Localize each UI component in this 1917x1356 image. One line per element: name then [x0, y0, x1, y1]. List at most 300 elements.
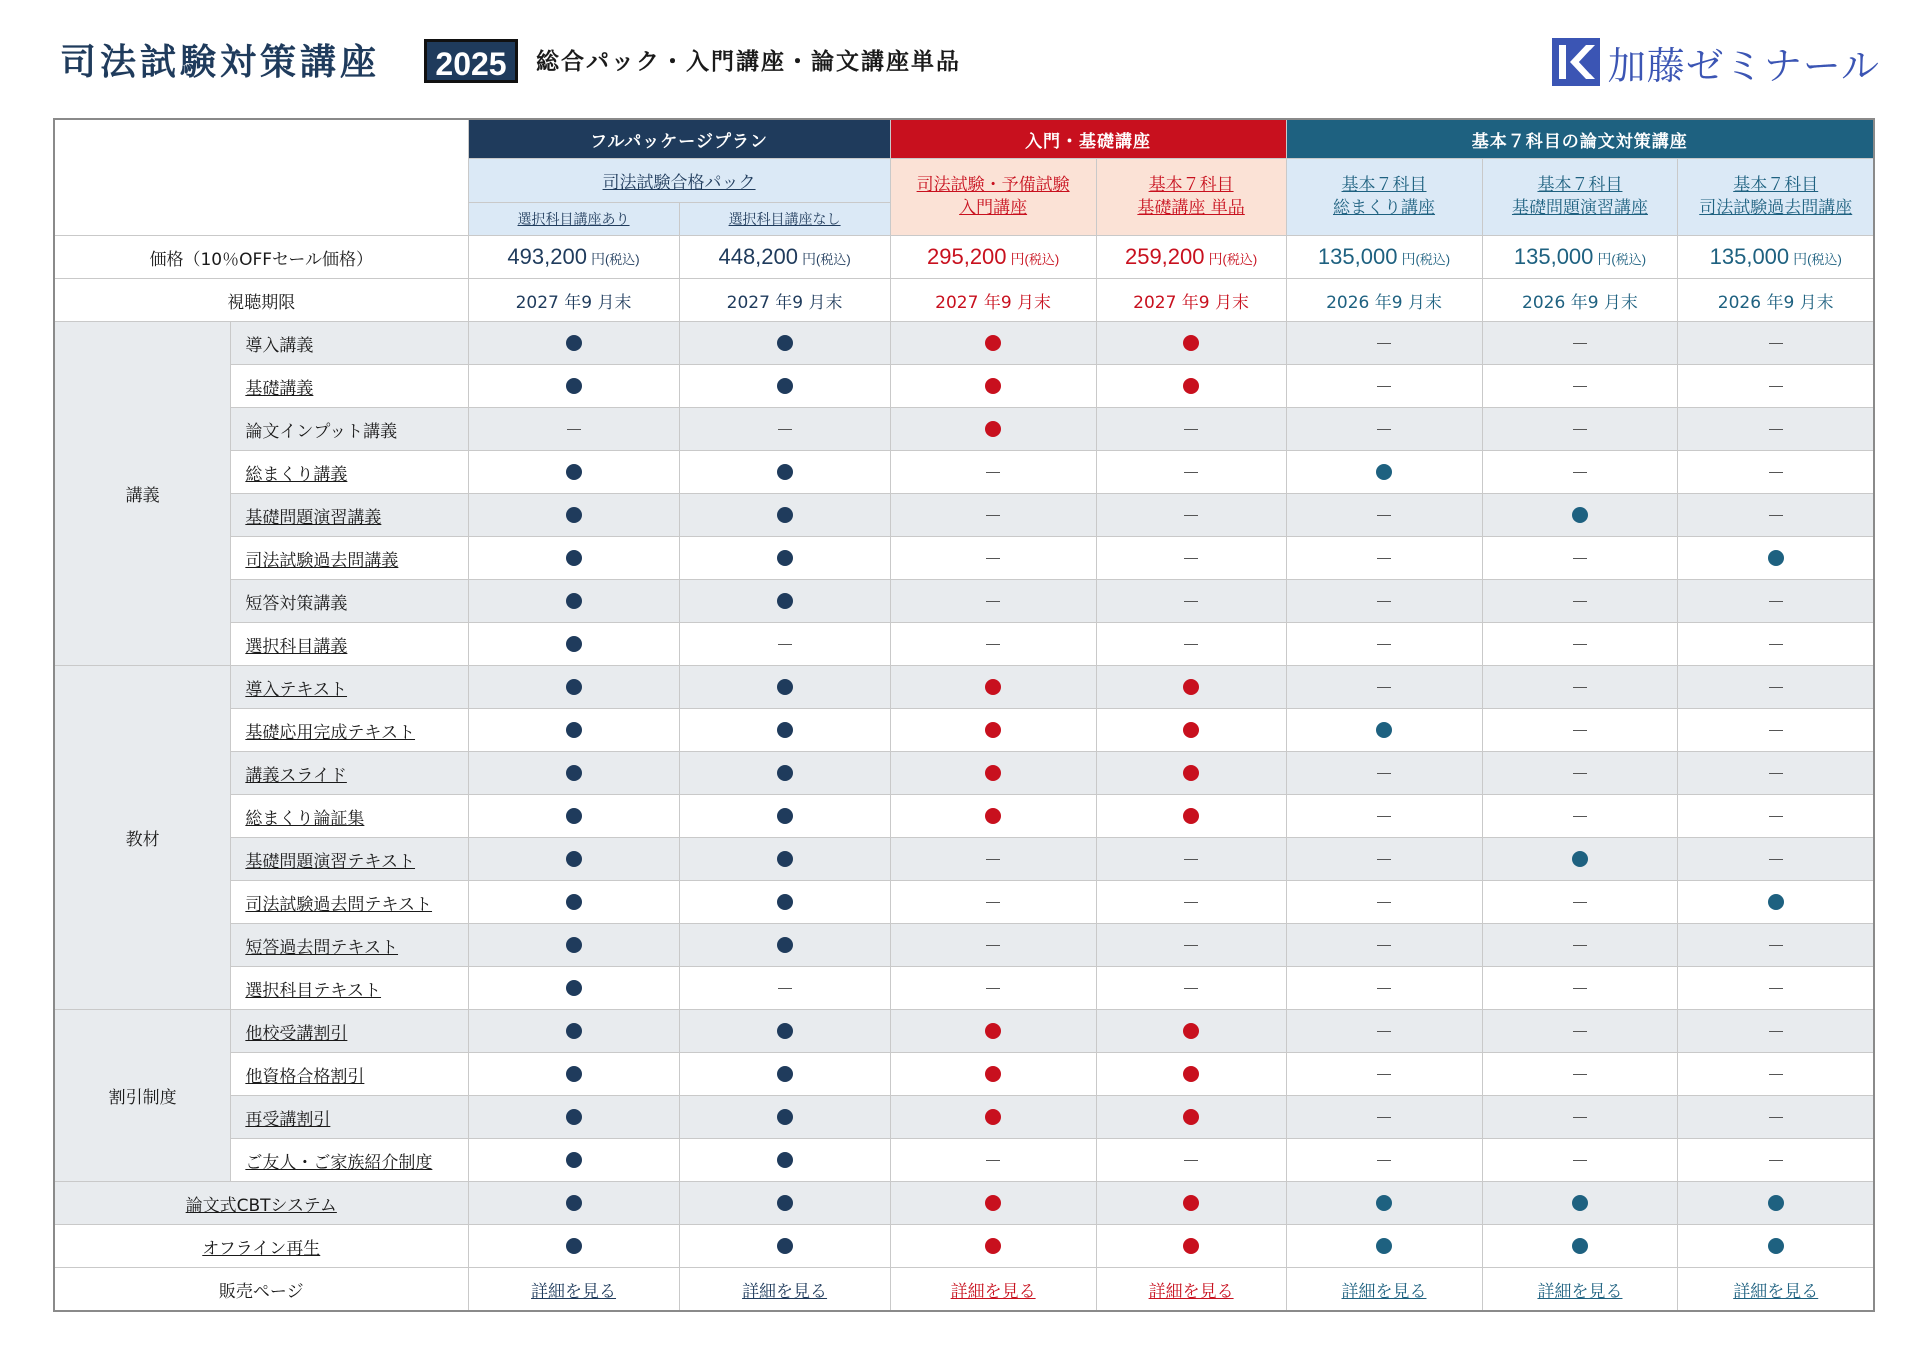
included-dot-icon — [566, 550, 582, 566]
price-value-group — [718, 244, 850, 269]
included-dot-icon — [566, 1195, 582, 1211]
availability-cell — [890, 408, 1096, 451]
not-included-dash-icon — [1573, 945, 1587, 946]
price-cell — [679, 236, 890, 279]
not-included-dash-icon — [986, 601, 1000, 602]
availability-cell — [890, 838, 1096, 881]
availability-cell — [679, 494, 890, 537]
included-dot-icon — [566, 1152, 582, 1168]
availability-cell — [1482, 1053, 1678, 1096]
availability-cell — [679, 451, 890, 494]
not-included-dash-icon — [778, 429, 792, 430]
included-dot-icon — [1183, 335, 1199, 351]
feature-name[interactable] — [231, 924, 468, 967]
availability-cell — [1678, 623, 1874, 666]
included-dot-icon — [566, 507, 582, 523]
included-dot-icon — [985, 765, 1001, 781]
availability-cell — [1678, 967, 1874, 1010]
availability-cell — [1678, 537, 1874, 580]
not-included-dash-icon — [1573, 1160, 1587, 1161]
pack-link-intro-line1: 司法試験・予備試験 — [916, 175, 1070, 195]
availability-cell — [679, 709, 890, 752]
feature-name[interactable] — [231, 1096, 468, 1139]
included-dot-icon — [777, 1195, 793, 1211]
page-subtitle: 総合パック・入門講座・論文講座単品 — [536, 49, 961, 75]
included-dot-icon — [566, 679, 582, 695]
availability-cell — [1286, 1010, 1482, 1053]
availability-cell — [1678, 1139, 1874, 1182]
availability-cell — [890, 709, 1096, 752]
not-included-dash-icon — [1769, 386, 1783, 387]
availability-cell — [890, 451, 1096, 494]
year-badge: 2025 — [424, 39, 518, 83]
not-included-dash-icon — [1377, 1074, 1391, 1075]
included-dot-icon — [1183, 1066, 1199, 1082]
availability-cell — [1678, 924, 1874, 967]
included-dot-icon — [985, 722, 1001, 738]
not-included-dash-icon — [1573, 1074, 1587, 1075]
availability-cell — [1286, 1053, 1482, 1096]
availability-cell — [890, 537, 1096, 580]
feature-name[interactable] — [231, 967, 468, 1010]
not-included-dash-icon — [1769, 515, 1783, 516]
price-tax: (税込) — [1611, 252, 1647, 267]
pack-link-past-line1: 基本７科目 — [1733, 175, 1819, 195]
included-dot-icon — [985, 378, 1001, 394]
detail-link[interactable]: 詳細を見る — [1341, 1281, 1427, 1302]
pack-full-without-label: 選択科目講座なし — [728, 212, 841, 228]
availability-cell — [468, 967, 679, 1010]
availability-cell — [1286, 494, 1482, 537]
feature-offline-label: オフライン再生 — [202, 1238, 321, 1259]
included-dot-icon — [777, 550, 793, 566]
brand-logo[interactable] — [1550, 34, 1880, 90]
included-dot-icon — [1183, 679, 1199, 695]
availability-cell — [890, 1225, 1096, 1268]
not-included-dash-icon — [1769, 687, 1783, 688]
availability-cell — [1678, 451, 1874, 494]
included-dot-icon — [566, 937, 582, 953]
availability-cell — [1678, 666, 1874, 709]
pack-link-drill-line2: 基礎問題演習講座 — [1511, 198, 1648, 218]
feature-offline[interactable] — [54, 1225, 468, 1268]
included-dot-icon — [985, 1195, 1001, 1211]
not-included-dash-icon — [778, 644, 792, 645]
price-cell — [1286, 236, 1482, 279]
availability-cell — [1096, 881, 1286, 924]
availability-cell — [1286, 537, 1482, 580]
availability-cell — [1678, 881, 1874, 924]
pack-link-summary[interactable] — [1286, 159, 1482, 236]
included-dot-icon — [566, 464, 582, 480]
availability-cell — [890, 1182, 1096, 1225]
feature-name-label: 論文インプット講義 — [245, 421, 398, 442]
availability-cell — [468, 408, 679, 451]
feature-name[interactable] — [231, 881, 468, 924]
price-value: 135,000 — [1317, 244, 1398, 269]
feature-name[interactable] — [231, 365, 468, 408]
feature-name[interactable] — [231, 537, 468, 580]
detail-link-cell — [1096, 1268, 1286, 1312]
not-included-dash-icon — [1769, 859, 1783, 860]
feature-name[interactable] — [231, 623, 468, 666]
included-dot-icon — [566, 378, 582, 394]
not-included-dash-icon — [1184, 558, 1198, 559]
availability-cell — [679, 1182, 890, 1225]
included-dot-icon — [566, 722, 582, 738]
detail-link[interactable]: 詳細を見る — [1537, 1281, 1623, 1302]
feature-name-label: 基礎講義 — [245, 378, 314, 399]
not-included-dash-icon — [986, 945, 1000, 946]
detail-link-cell — [890, 1268, 1096, 1312]
price-tax: (税込) — [816, 252, 851, 267]
availability-cell — [1096, 623, 1286, 666]
availability-cell — [679, 752, 890, 795]
feature-name[interactable] — [231, 494, 468, 537]
availability-cell — [468, 1096, 679, 1139]
availability-cell — [1482, 924, 1678, 967]
page-header — [60, 38, 1880, 88]
included-dot-icon — [1183, 765, 1199, 781]
availability-cell — [1286, 752, 1482, 795]
category-lecture: 講義 — [54, 322, 231, 666]
availability-cell — [890, 666, 1096, 709]
feature-name[interactable] — [231, 1053, 468, 1096]
availability-cell — [1286, 924, 1482, 967]
included-dot-icon — [1768, 550, 1784, 566]
included-dot-icon — [566, 808, 582, 824]
availability-cell — [1482, 451, 1678, 494]
pack-link-summary-line2: 総まくり講座 — [1333, 198, 1436, 218]
availability-cell — [1286, 838, 1482, 881]
not-included-dash-icon — [1573, 988, 1587, 989]
availability-cell — [1678, 494, 1874, 537]
included-dot-icon — [1768, 1238, 1784, 1254]
availability-cell — [679, 666, 890, 709]
price-value-group — [507, 244, 639, 269]
availability-cell — [468, 924, 679, 967]
included-dot-icon — [1768, 1195, 1784, 1211]
not-included-dash-icon — [1769, 1031, 1783, 1032]
not-included-dash-icon — [1377, 644, 1391, 645]
included-dot-icon — [1572, 1238, 1588, 1254]
not-included-dash-icon — [986, 644, 1000, 645]
availability-cell — [890, 580, 1096, 623]
availability-cell — [1482, 580, 1678, 623]
included-dot-icon — [777, 378, 793, 394]
not-included-dash-icon — [1769, 988, 1783, 989]
sale-page-label: 販売ページ — [54, 1268, 468, 1312]
price-label: 価格（10％OFFセール価格） — [54, 236, 468, 279]
feature-name — [231, 408, 468, 451]
availability-cell — [1678, 1225, 1874, 1268]
included-dot-icon — [1183, 1238, 1199, 1254]
availability-cell — [468, 365, 679, 408]
period-cell: 2026 年9 月末 — [1286, 279, 1482, 322]
availability-cell — [468, 709, 679, 752]
corner-cell — [54, 119, 468, 236]
not-included-dash-icon — [567, 429, 581, 430]
not-included-dash-icon — [1769, 343, 1783, 344]
not-included-dash-icon — [1184, 644, 1198, 645]
not-included-dash-icon — [1573, 558, 1587, 559]
included-dot-icon — [1376, 1238, 1392, 1254]
not-included-dash-icon — [1573, 429, 1587, 430]
not-included-dash-icon — [986, 988, 1000, 989]
feature-name[interactable] — [231, 1139, 468, 1182]
price-cell — [890, 236, 1096, 279]
not-included-dash-icon — [1377, 343, 1391, 344]
included-dot-icon — [566, 1109, 582, 1125]
not-included-dash-icon — [1573, 343, 1587, 344]
availability-cell — [1096, 752, 1286, 795]
included-dot-icon — [566, 593, 582, 609]
feature-name[interactable] — [231, 709, 468, 752]
included-dot-icon — [777, 335, 793, 351]
not-included-dash-icon — [1769, 1074, 1783, 1075]
page-title: 司法試験対策講座 — [60, 42, 381, 83]
not-included-dash-icon — [1184, 601, 1198, 602]
brand-logo-text: 加藤ゼミナール — [1607, 43, 1880, 88]
included-dot-icon — [566, 980, 582, 996]
availability-cell — [1482, 752, 1678, 795]
availability-cell — [679, 967, 890, 1010]
pack-link-full-with-elective[interactable] — [468, 203, 679, 236]
included-dot-icon — [1572, 1195, 1588, 1211]
pack-link-full-without-elective[interactable] — [679, 203, 890, 236]
pack-link-intro-line2: 入門講座 — [959, 198, 1028, 218]
availability-cell — [468, 838, 679, 881]
not-included-dash-icon — [1769, 644, 1783, 645]
price-cell — [468, 236, 679, 279]
price-value-group — [1710, 244, 1842, 269]
availability-cell — [1482, 838, 1678, 881]
availability-cell — [890, 1053, 1096, 1096]
not-included-dash-icon — [1573, 644, 1587, 645]
feature-name-label: 総まくり講義 — [245, 464, 348, 485]
feature-name[interactable] — [231, 666, 468, 709]
feature-name[interactable] — [231, 752, 468, 795]
availability-cell — [1286, 1225, 1482, 1268]
included-dot-icon — [566, 765, 582, 781]
not-included-dash-icon — [1184, 988, 1198, 989]
not-included-dash-icon — [1184, 859, 1198, 860]
feature-name-label: 他校受講割引 — [245, 1023, 348, 1044]
price-yen: 円 — [1793, 251, 1808, 267]
availability-cell — [468, 1182, 679, 1225]
availability-cell — [468, 1053, 679, 1096]
price-yen: 円 — [802, 251, 816, 267]
availability-cell — [1096, 494, 1286, 537]
included-dot-icon — [777, 1066, 793, 1082]
price-yen: 円 — [1010, 251, 1025, 267]
availability-cell — [1096, 1225, 1286, 1268]
availability-cell — [1286, 1139, 1482, 1182]
detail-link-cell — [468, 1268, 679, 1312]
included-dot-icon — [1376, 722, 1392, 738]
included-dot-icon — [985, 1109, 1001, 1125]
price-value: 295,200 — [927, 244, 1007, 269]
availability-cell — [890, 1096, 1096, 1139]
price-value-group — [927, 244, 1059, 269]
not-included-dash-icon — [1377, 1031, 1391, 1032]
included-dot-icon — [566, 1066, 582, 1082]
availability-cell — [1482, 365, 1678, 408]
period-label: 視聴期限 — [54, 279, 468, 322]
detail-link[interactable]: 詳細を見る — [742, 1281, 828, 1302]
price-tax: (税込) — [1415, 252, 1451, 267]
feature-name-label: 基礎問題演習講義 — [245, 507, 382, 528]
not-included-dash-icon — [1377, 859, 1391, 860]
availability-cell — [1096, 580, 1286, 623]
not-included-dash-icon — [1573, 1031, 1587, 1032]
availability-cell — [1678, 752, 1874, 795]
feature-cbt[interactable] — [54, 1182, 468, 1225]
availability-cell — [1286, 580, 1482, 623]
availability-cell — [1482, 967, 1678, 1010]
availability-cell — [679, 365, 890, 408]
included-dot-icon — [985, 421, 1001, 437]
price-yen: 円 — [590, 251, 605, 267]
availability-cell — [1678, 1182, 1874, 1225]
feature-name-label: 再受講割引 — [245, 1109, 331, 1130]
included-dot-icon — [1768, 894, 1784, 910]
price-value-group — [1125, 244, 1257, 269]
feature-name-label: 導入テキスト — [245, 679, 348, 700]
availability-cell — [1096, 408, 1286, 451]
included-dot-icon — [985, 808, 1001, 824]
not-included-dash-icon — [1769, 816, 1783, 817]
included-dot-icon — [1183, 808, 1199, 824]
availability-cell — [890, 752, 1096, 795]
included-dot-icon — [777, 507, 793, 523]
availability-cell — [679, 623, 890, 666]
not-included-dash-icon — [1377, 773, 1391, 774]
feature-name[interactable] — [231, 451, 468, 494]
availability-cell — [468, 752, 679, 795]
comparison-table — [53, 118, 1875, 1312]
availability-cell — [890, 795, 1096, 838]
not-included-dash-icon — [1573, 687, 1587, 688]
included-dot-icon — [985, 1023, 1001, 1039]
availability-cell — [1482, 494, 1678, 537]
feature-name-label: 司法試験過去問テキスト — [245, 894, 433, 915]
feature-name-label: 基礎問題演習テキスト — [245, 851, 416, 872]
detail-link[interactable]: 詳細を見る — [1733, 1281, 1819, 1302]
included-dot-icon — [985, 335, 1001, 351]
feature-name[interactable] — [231, 838, 468, 881]
availability-cell — [1096, 924, 1286, 967]
availability-cell — [1286, 623, 1482, 666]
price-yen: 円 — [1401, 251, 1416, 267]
feature-name[interactable] — [231, 1010, 468, 1053]
price-tax: (税込) — [1807, 252, 1842, 267]
included-dot-icon — [777, 464, 793, 480]
not-included-dash-icon — [1769, 429, 1783, 430]
availability-cell — [468, 537, 679, 580]
pack-link-basic[interactable] — [1096, 159, 1286, 236]
feature-name[interactable] — [231, 795, 468, 838]
availability-cell — [1286, 967, 1482, 1010]
pack-link-intro[interactable] — [890, 159, 1096, 236]
availability-cell — [1096, 666, 1286, 709]
availability-cell — [1482, 408, 1678, 451]
availability-cell — [468, 795, 679, 838]
availability-cell — [1482, 537, 1678, 580]
not-included-dash-icon — [1377, 515, 1391, 516]
availability-cell — [1286, 451, 1482, 494]
included-dot-icon — [1183, 1109, 1199, 1125]
feature-name-label: 短答過去問テキスト — [245, 937, 399, 958]
included-dot-icon — [566, 1023, 582, 1039]
not-included-dash-icon — [1769, 730, 1783, 731]
not-included-dash-icon — [1377, 558, 1391, 559]
not-included-dash-icon — [1377, 429, 1391, 430]
category-discount: 割引制度 — [54, 1010, 231, 1182]
not-included-dash-icon — [1377, 1117, 1391, 1118]
pack-link-drill[interactable] — [1482, 159, 1678, 236]
price-cell — [1096, 236, 1286, 279]
pack-link-past-line2: 司法試験過去問講座 — [1699, 198, 1853, 218]
pack-link-past[interactable] — [1678, 159, 1874, 236]
feature-name-label: 他資格合格割引 — [245, 1066, 365, 1087]
not-included-dash-icon — [1769, 773, 1783, 774]
not-included-dash-icon — [1377, 1160, 1391, 1161]
availability-cell — [679, 838, 890, 881]
availability-cell — [1678, 408, 1874, 451]
availability-cell — [1678, 1010, 1874, 1053]
included-dot-icon — [1572, 507, 1588, 523]
feature-name-label: ご友人・ご家族紹介制度 — [245, 1152, 433, 1173]
availability-cell — [1096, 967, 1286, 1010]
not-included-dash-icon — [778, 988, 792, 989]
pack-link-drill-line1: 基本７科目 — [1537, 175, 1623, 195]
price-value: 259,200 — [1124, 244, 1205, 269]
not-included-dash-icon — [1769, 945, 1783, 946]
included-dot-icon — [777, 894, 793, 910]
detail-link[interactable]: 詳細を見る — [531, 1281, 617, 1302]
availability-cell — [1286, 322, 1482, 365]
not-included-dash-icon — [1184, 515, 1198, 516]
not-included-dash-icon — [986, 902, 1000, 903]
availability-cell — [1678, 365, 1874, 408]
not-included-dash-icon — [1377, 902, 1391, 903]
pack-link-basic-line1: 基本７科目 — [1148, 175, 1234, 195]
feature-name — [231, 322, 468, 365]
not-included-dash-icon — [1377, 816, 1391, 817]
not-included-dash-icon — [1769, 1160, 1783, 1161]
availability-cell — [1678, 580, 1874, 623]
detail-link[interactable]: 詳細を見る — [950, 1281, 1036, 1302]
feature-name-label: 司法試験過去問講義 — [245, 550, 399, 571]
pack-link-full[interactable] — [468, 159, 890, 203]
period-cell: 2027 年9 月末 — [1096, 279, 1286, 322]
availability-cell — [1096, 1139, 1286, 1182]
feature-name-label: 講義スライド — [245, 765, 347, 786]
included-dot-icon — [777, 1109, 793, 1125]
feature-name-label: 基礎応用完成テキスト — [245, 722, 416, 743]
availability-cell — [1286, 408, 1482, 451]
included-dot-icon — [1183, 378, 1199, 394]
availability-cell — [1678, 322, 1874, 365]
included-dot-icon — [1183, 722, 1199, 738]
included-dot-icon — [1183, 1023, 1199, 1039]
price-yen: 円 — [1597, 251, 1612, 267]
feature-name-label: 選択科目テキスト — [245, 980, 382, 1001]
availability-cell — [1482, 623, 1678, 666]
detail-link[interactable]: 詳細を見る — [1148, 1281, 1234, 1302]
plan-header-intro: 入門・基礎講座 — [890, 119, 1286, 159]
